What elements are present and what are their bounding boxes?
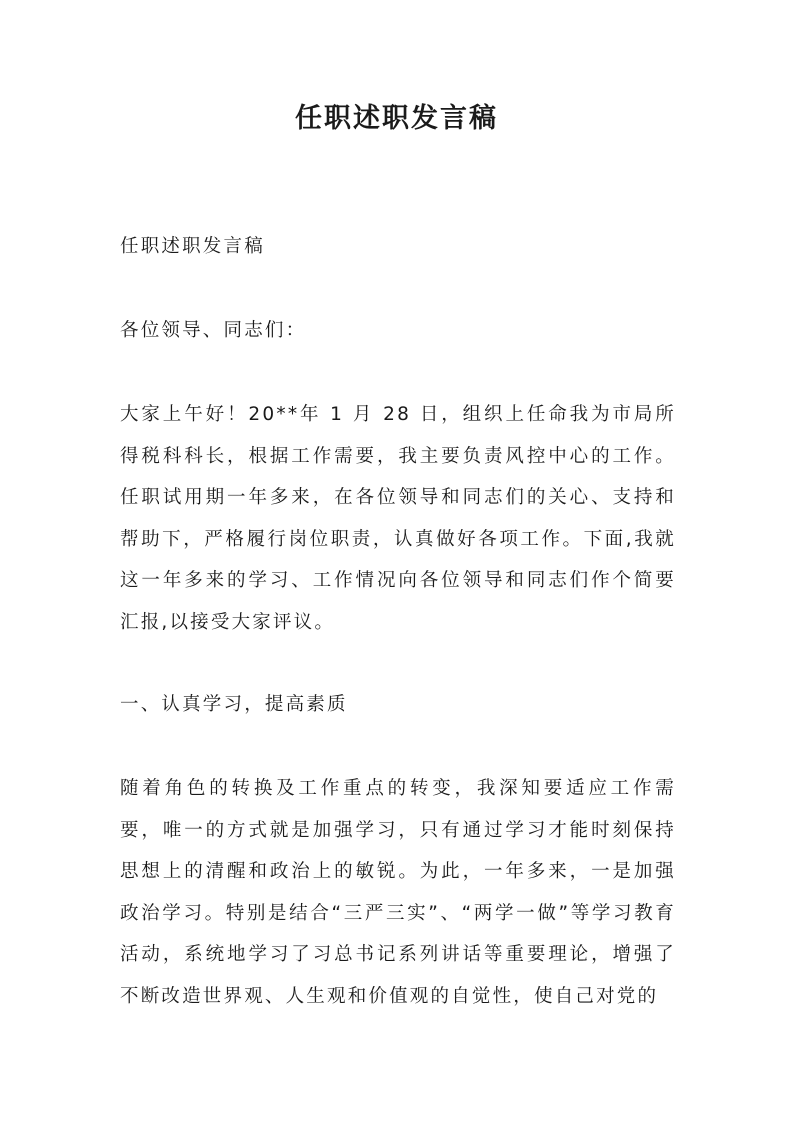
document-title: 任职述职发言稿 [295,103,498,134]
section-heading-study: 一、认真学习，提高素质 [120,694,348,715]
salutation: 各位领导、同志们： [120,320,307,341]
document-subtitle: 任职述职发言稿 [120,236,265,257]
paragraph-opening: 大家上午好！20**年 1 月 28 日，组织上任命我为市局所得税科科长，根据工作需要，我主要负责风控中心的工作。任职试用期一年多来，在各位领导和同志们的关心、支持和帮助下，严格履行岗位职责，认真做好各项工作。下面,我就这一年多来的学习、工作情况向各位领导和同志们作个简要汇报,以接受大家评议。 [120,404,676,633]
paragraph-study: 随着角色的转换及工作重点的转变，我深知要适应工作需要，唯一的方式就是加强学习，只有通过学习才能时刻保持思想上的清醒和政治上的敏锐。为此，一年多来，一是加强政治学习。特别是结合“三严三实”、“两学一做”等学习教育活动，系统地学习了习总书记系列讲话等重要理论，增强了不断改造世界观、人生观和价值观的自觉性，使自己对党的 [120,778,676,1007]
